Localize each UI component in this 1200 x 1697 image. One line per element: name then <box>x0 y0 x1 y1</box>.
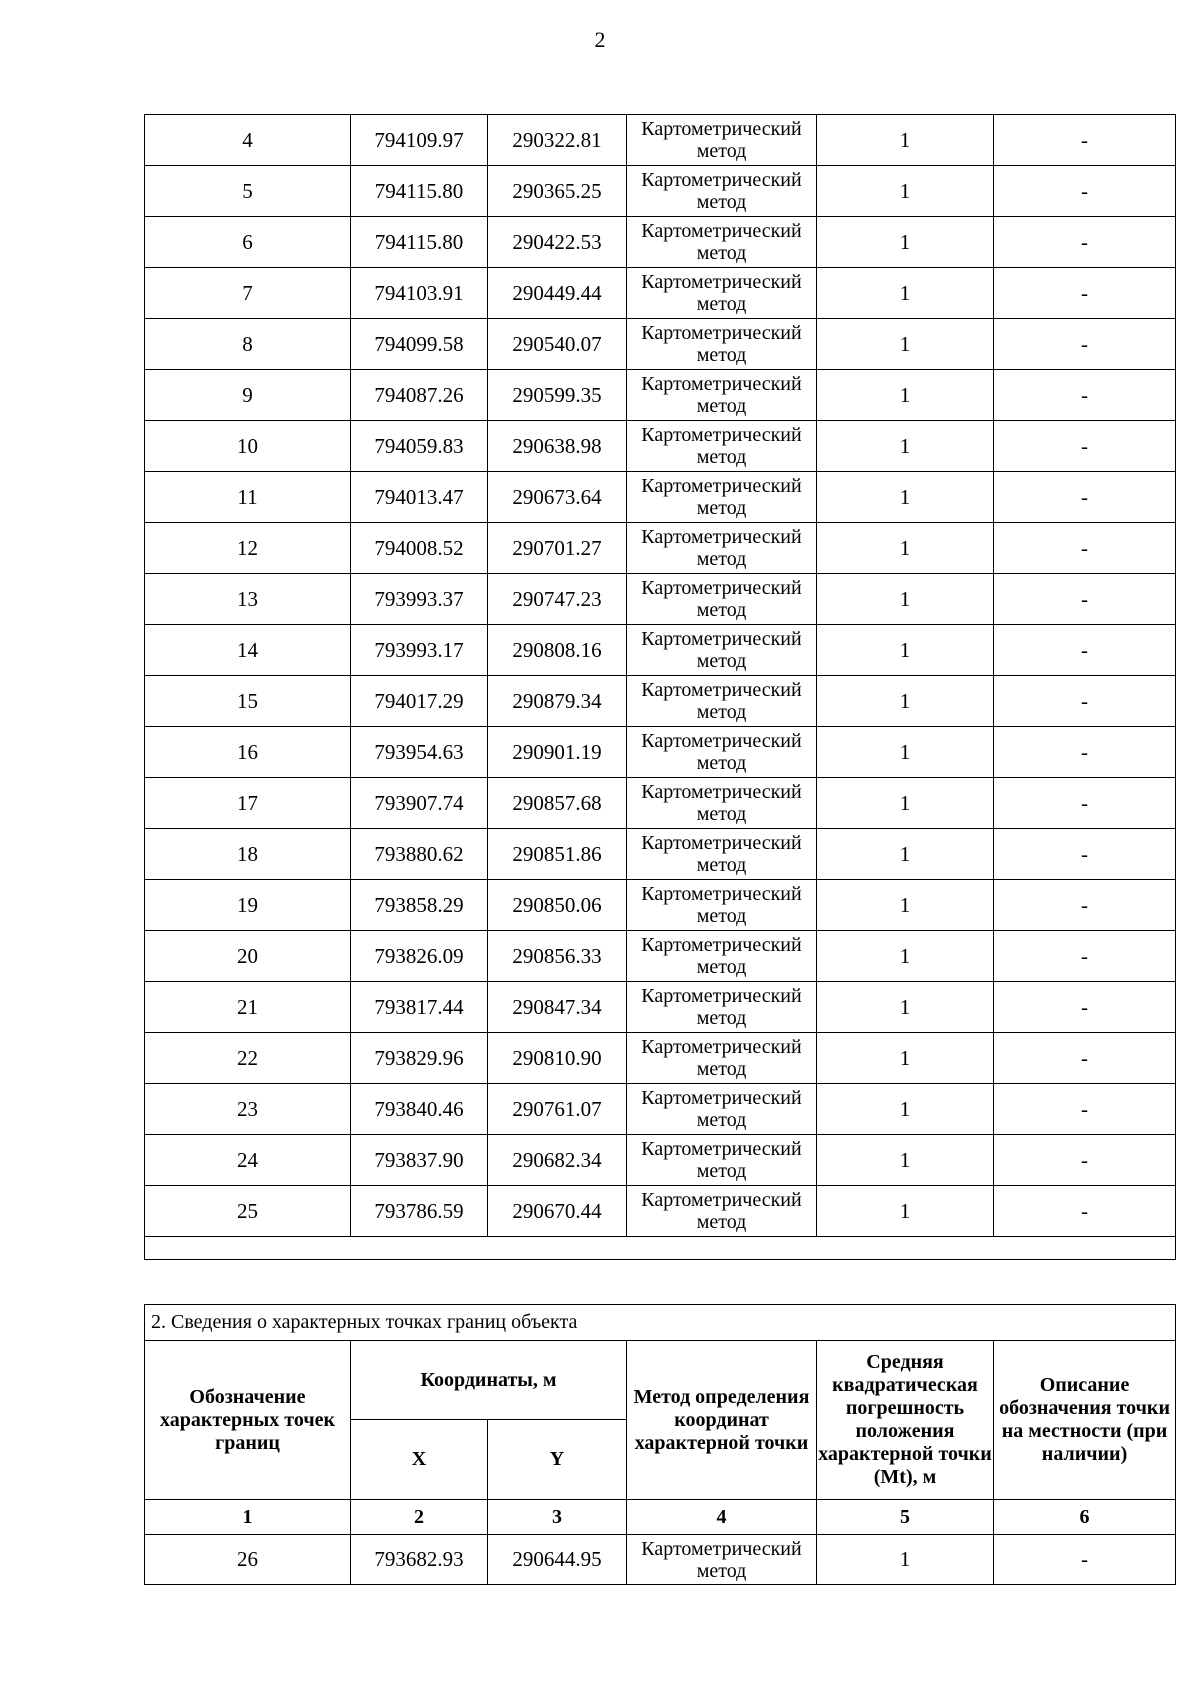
cell-description: - <box>994 676 1176 727</box>
cell-accuracy: 1 <box>817 115 994 166</box>
cell-point: 17 <box>145 778 351 829</box>
cell-point: 19 <box>145 880 351 931</box>
cell-point: 11 <box>145 472 351 523</box>
cell-x: 793954.63 <box>351 727 488 778</box>
cell-accuracy: 1 <box>817 829 994 880</box>
cell-method: Картометрический метод <box>627 727 817 778</box>
cell-y: 290810.90 <box>488 1033 627 1084</box>
cell-accuracy: 1 <box>817 166 994 217</box>
cell-description: - <box>994 1084 1176 1135</box>
cell-method: Картометрический метод <box>627 523 817 574</box>
cell-x: 793682.93 <box>351 1535 488 1585</box>
table-row <box>145 931 1176 982</box>
cell-x: 793817.44 <box>351 982 488 1033</box>
cell-point: 8 <box>145 319 351 370</box>
cell-x: 793840.46 <box>351 1084 488 1135</box>
cell-x: 793786.59 <box>351 1186 488 1237</box>
cell-x: 794115.80 <box>351 166 488 217</box>
cell-description: - <box>994 931 1176 982</box>
column-number: 6 <box>994 1500 1176 1535</box>
cell-y: 290644.95 <box>488 1535 627 1585</box>
cell-x: 793829.96 <box>351 1033 488 1084</box>
header-method: Метод определения координат характерной точки <box>627 1341 817 1500</box>
table-row <box>145 574 1176 625</box>
table-row <box>145 625 1176 676</box>
cell-point: 24 <box>145 1135 351 1186</box>
cell-y: 290322.81 <box>488 115 627 166</box>
cell-point: 7 <box>145 268 351 319</box>
table-row <box>145 676 1176 727</box>
table-row <box>145 523 1176 574</box>
cell-x: 794008.52 <box>351 523 488 574</box>
cell-x: 794059.83 <box>351 421 488 472</box>
cell-description: - <box>994 1135 1176 1186</box>
cell-y: 290701.27 <box>488 523 627 574</box>
table-row <box>145 370 1176 421</box>
cell-accuracy: 1 <box>817 931 994 982</box>
cell-description: - <box>994 1186 1176 1237</box>
table-row <box>145 1084 1176 1135</box>
cell-accuracy: 1 <box>817 676 994 727</box>
cell-x: 793880.62 <box>351 829 488 880</box>
cell-x: 793837.90 <box>351 1135 488 1186</box>
cell-x: 794115.80 <box>351 217 488 268</box>
table-row <box>145 1535 1176 1585</box>
header-point: Обозначение характерных точек границ <box>145 1341 351 1500</box>
cell-y: 290365.25 <box>488 166 627 217</box>
cell-method: Картометрический метод <box>627 217 817 268</box>
cell-accuracy: 1 <box>817 1535 994 1585</box>
cell-y: 290808.16 <box>488 625 627 676</box>
table-row <box>145 1135 1176 1186</box>
cell-y: 290638.98 <box>488 421 627 472</box>
cell-description: - <box>994 523 1176 574</box>
cell-y: 290599.35 <box>488 370 627 421</box>
boundary-points-table <box>144 1304 1176 1585</box>
cell-point: 22 <box>145 1033 351 1084</box>
cell-x: 794017.29 <box>351 676 488 727</box>
cell-description: - <box>994 625 1176 676</box>
cell-y: 290851.86 <box>488 829 627 880</box>
cell-method: Картометрический метод <box>627 625 817 676</box>
empty-row <box>145 1237 1176 1260</box>
cell-y: 290670.44 <box>488 1186 627 1237</box>
header-accuracy: Средняя квадратическая погрешность положения характерной точки (Mt), м <box>817 1341 994 1500</box>
cell-description: - <box>994 166 1176 217</box>
cell-point: 5 <box>145 166 351 217</box>
table-row <box>145 880 1176 931</box>
cell-point: 14 <box>145 625 351 676</box>
table-row <box>145 421 1176 472</box>
cell-description: - <box>994 880 1176 931</box>
table-row <box>145 217 1176 268</box>
cell-method: Картометрический метод <box>627 931 817 982</box>
cell-x: 793993.37 <box>351 574 488 625</box>
cell-accuracy: 1 <box>817 217 994 268</box>
cell-point: 18 <box>145 829 351 880</box>
cell-method: Картометрический метод <box>627 472 817 523</box>
cell-accuracy: 1 <box>817 1186 994 1237</box>
cell-description: - <box>994 778 1176 829</box>
cell-y: 290901.19 <box>488 727 627 778</box>
table-row <box>145 1033 1176 1084</box>
cell-description: - <box>994 1535 1176 1585</box>
header-description: Описание обозначения точки на местности (при наличии) <box>994 1341 1176 1500</box>
cell-method: Картометрический метод <box>627 829 817 880</box>
table-row <box>145 982 1176 1033</box>
column-number: 3 <box>488 1500 627 1535</box>
cell-point: 10 <box>145 421 351 472</box>
cell-accuracy: 1 <box>817 472 994 523</box>
cell-description: - <box>994 727 1176 778</box>
table-row <box>145 829 1176 880</box>
cell-method: Картометрический метод <box>627 166 817 217</box>
cell-description: - <box>994 268 1176 319</box>
cell-y: 290682.34 <box>488 1135 627 1186</box>
cell-point: 26 <box>145 1535 351 1585</box>
table-row <box>145 166 1176 217</box>
cell-y: 290879.34 <box>488 676 627 727</box>
cell-description: - <box>994 829 1176 880</box>
cell-description: - <box>994 370 1176 421</box>
cell-x: 793826.09 <box>351 931 488 982</box>
cell-method: Картометрический метод <box>627 1033 817 1084</box>
column-number: 2 <box>351 1500 488 1535</box>
cell-point: 9 <box>145 370 351 421</box>
cell-x: 793907.74 <box>351 778 488 829</box>
cell-x: 794013.47 <box>351 472 488 523</box>
cell-accuracy: 1 <box>817 523 994 574</box>
cell-point: 23 <box>145 1084 351 1135</box>
table-row <box>145 1186 1176 1237</box>
cell-description: - <box>994 217 1176 268</box>
page-number: 2 <box>594 27 606 52</box>
cell-method: Картометрический метод <box>627 370 817 421</box>
cell-accuracy: 1 <box>817 778 994 829</box>
cell-method: Картометрический метод <box>627 778 817 829</box>
empty-cell <box>145 1237 1176 1260</box>
cell-method: Картометрический метод <box>627 574 817 625</box>
cell-y: 290850.06 <box>488 880 627 931</box>
cell-point: 21 <box>145 982 351 1033</box>
cell-description: - <box>994 472 1176 523</box>
column-number: 5 <box>817 1500 994 1535</box>
cell-y: 290747.23 <box>488 574 627 625</box>
cell-y: 290540.07 <box>488 319 627 370</box>
cell-accuracy: 1 <box>817 574 994 625</box>
cell-x: 793993.17 <box>351 625 488 676</box>
cell-method: Картометрический метод <box>627 1186 817 1237</box>
cell-accuracy: 1 <box>817 1084 994 1135</box>
cell-method: Картометрический метод <box>627 880 817 931</box>
cell-y: 290673.64 <box>488 472 627 523</box>
cell-method: Картометрический метод <box>627 982 817 1033</box>
cell-accuracy: 1 <box>817 1135 994 1186</box>
cell-accuracy: 1 <box>817 1033 994 1084</box>
cell-method: Картометрический метод <box>627 115 817 166</box>
table-row <box>145 319 1176 370</box>
cell-point: 16 <box>145 727 351 778</box>
cell-method: Картометрический метод <box>627 1535 817 1585</box>
cell-accuracy: 1 <box>817 727 994 778</box>
cell-description: - <box>994 319 1176 370</box>
cell-accuracy: 1 <box>817 268 994 319</box>
section-title: 2. Сведения о характерных точках границ объекта <box>145 1305 1176 1341</box>
cell-y: 290761.07 <box>488 1084 627 1135</box>
cell-y: 290449.44 <box>488 268 627 319</box>
cell-point: 4 <box>145 115 351 166</box>
table-row <box>145 115 1176 166</box>
header-y: Y <box>488 1420 627 1500</box>
cell-accuracy: 1 <box>817 625 994 676</box>
cell-description: - <box>994 421 1176 472</box>
cell-description: - <box>994 574 1176 625</box>
cell-method: Картометрический метод <box>627 268 817 319</box>
cell-method: Картометрический метод <box>627 676 817 727</box>
cell-method: Картометрический метод <box>627 1135 817 1186</box>
cell-point: 12 <box>145 523 351 574</box>
column-number: 1 <box>145 1500 351 1535</box>
cell-accuracy: 1 <box>817 319 994 370</box>
cell-x: 794103.91 <box>351 268 488 319</box>
cell-method: Картометрический метод <box>627 319 817 370</box>
cell-x: 793858.29 <box>351 880 488 931</box>
cell-accuracy: 1 <box>817 421 994 472</box>
header-coordinates: Координаты, м <box>351 1341 627 1420</box>
boundary-points-table-continued <box>144 114 1176 1260</box>
table-row <box>145 778 1176 829</box>
cell-point: 6 <box>145 217 351 268</box>
column-number: 4 <box>627 1500 817 1535</box>
cell-point: 15 <box>145 676 351 727</box>
cell-method: Картометрический метод <box>627 421 817 472</box>
column-numbers-row <box>145 1500 1176 1535</box>
cell-y: 290847.34 <box>488 982 627 1033</box>
cell-y: 290857.68 <box>488 778 627 829</box>
cell-description: - <box>994 982 1176 1033</box>
header-x: X <box>351 1420 488 1500</box>
cell-accuracy: 1 <box>817 880 994 931</box>
cell-x: 794109.97 <box>351 115 488 166</box>
cell-point: 25 <box>145 1186 351 1237</box>
cell-y: 290422.53 <box>488 217 627 268</box>
cell-method: Картометрический метод <box>627 1084 817 1135</box>
cell-x: 794099.58 <box>351 319 488 370</box>
cell-description: - <box>994 115 1176 166</box>
cell-description: - <box>994 1033 1176 1084</box>
table-row <box>145 268 1176 319</box>
table-row <box>145 472 1176 523</box>
cell-y: 290856.33 <box>488 931 627 982</box>
cell-accuracy: 1 <box>817 370 994 421</box>
cell-point: 20 <box>145 931 351 982</box>
cell-accuracy: 1 <box>817 982 994 1033</box>
cell-x: 794087.26 <box>351 370 488 421</box>
cell-point: 13 <box>145 574 351 625</box>
table-row <box>145 727 1176 778</box>
